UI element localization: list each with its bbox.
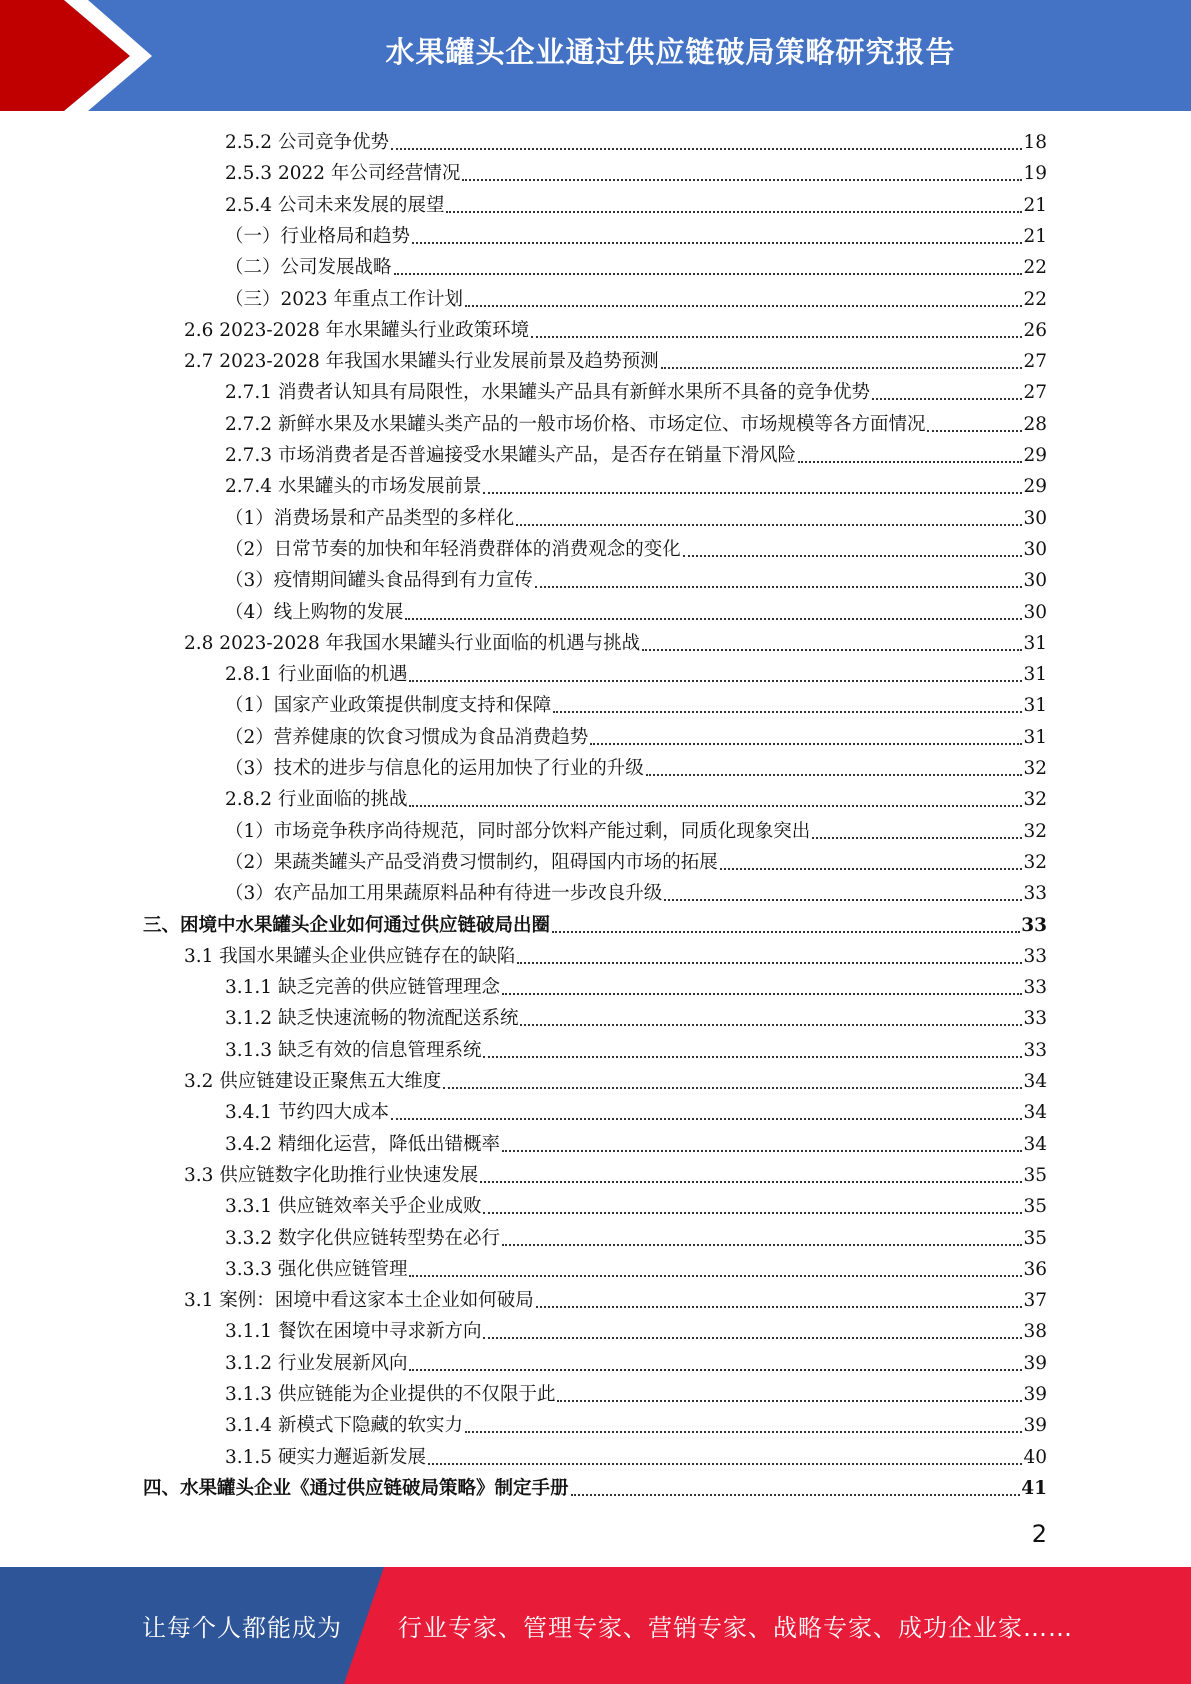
toc-dot-leader xyxy=(552,921,1020,933)
toc-dot-leader xyxy=(480,1171,1022,1183)
toc-entry-title: （3）农产品加工用果蔬原料品种有待进一步改良升级 xyxy=(225,883,663,905)
toc-dot-leader xyxy=(557,1390,1022,1402)
toc-entry-title: 2.7 2023-2028 年我国水果罐头行业发展前景及趋势预测 xyxy=(184,351,659,373)
toc-entry[interactable] xyxy=(225,1442,1047,1473)
toc-dot-leader xyxy=(642,639,1022,651)
toc-entry-title: 2.8.2 行业面临的挑战 xyxy=(225,789,408,811)
toc-entry-title: 2.6 2023-2028 年水果罐头行业政策环境 xyxy=(184,319,530,341)
report-title: 水果罐头企业通过供应链破局策略研究报告 xyxy=(385,34,956,69)
toc-dot-leader xyxy=(428,1453,1022,1465)
toc-entry[interactable] xyxy=(225,722,1047,753)
toc-entry-page: 39 xyxy=(1023,1352,1047,1374)
toc-entry[interactable] xyxy=(225,878,1047,909)
toc-dot-leader xyxy=(412,232,1022,244)
toc-entry-page: 40 xyxy=(1023,1446,1047,1468)
toc-dot-leader xyxy=(409,670,1022,682)
toc-dot-leader xyxy=(927,420,1022,432)
toc-entry-page: 34 xyxy=(1023,1071,1047,1092)
toc-entry-page: 26 xyxy=(1023,319,1047,341)
toc-entry-title: 三、困境中水果罐头企业如何通过供应链破局出圈 xyxy=(143,914,551,936)
toc-entry-page: 33 xyxy=(1023,1039,1047,1061)
toc-entry[interactable] xyxy=(225,1191,1047,1222)
toc-dot-leader xyxy=(536,1296,1023,1308)
toc-dot-leader xyxy=(812,827,1022,839)
toc-entry-page: 30 xyxy=(1023,507,1047,529)
toc-entry-page: 31 xyxy=(1023,632,1047,654)
toc-dot-leader xyxy=(394,263,1023,275)
toc-dot-leader xyxy=(520,1014,1022,1026)
toc-dot-leader xyxy=(517,952,1022,964)
toc-dot-leader xyxy=(720,858,1023,870)
toc-entry-title: （2）营养健康的饮食习惯成为食品消费趋势 xyxy=(225,726,589,748)
toc-entry[interactable] xyxy=(225,597,1047,628)
toc-entry-page: 33 xyxy=(1023,1008,1047,1030)
toc-entry[interactable] xyxy=(143,1473,1047,1504)
toc-entry-page: 31 xyxy=(1023,695,1047,717)
toc-entry-title: 3.3.3 强化供应链管理 xyxy=(225,1258,408,1280)
toc-entry-page: 39 xyxy=(1023,1384,1047,1405)
toc-dot-leader xyxy=(664,889,1022,901)
toc-entry-title: （2）日常节奏的加快和年轻消费群体的消费观念的变化 xyxy=(225,538,681,560)
toc-dot-leader xyxy=(462,169,1022,181)
toc-entry-title: 3.1.3 供应链能为企业提供的不仅限于此 xyxy=(225,1384,556,1405)
toc-entry-page: 21 xyxy=(1023,225,1047,247)
toc-entry-page: 30 xyxy=(1023,601,1047,623)
toc-entry-title: 3.4.2 精细化运营，降低出错概率 xyxy=(225,1133,500,1155)
footer-slogan-right: 行业专家、管理专家、营销专家、战略专家、成功企业家…… xyxy=(398,1614,1073,1642)
toc-entry[interactable] xyxy=(184,346,1047,377)
toc-dot-leader xyxy=(483,1327,1022,1339)
toc-entry[interactable] xyxy=(225,1097,1047,1128)
toc-entry-page: 33 xyxy=(1023,883,1047,905)
toc-entry-page: 21 xyxy=(1023,194,1047,216)
toc-entry-title: （1）国家产业政策提供制度支持和保障 xyxy=(225,695,552,717)
toc-entry-page: 28 xyxy=(1023,413,1047,435)
toc-dot-leader xyxy=(391,138,1022,150)
toc-entry-page: 37 xyxy=(1023,1290,1047,1312)
toc-entry-page: 30 xyxy=(1023,538,1047,560)
toc-entry-title: （二）公司发展战略 xyxy=(225,257,392,279)
toc-entry-title: （一）行业格局和趋势 xyxy=(225,225,411,247)
toc-entry[interactable] xyxy=(225,284,1047,315)
toc-dot-leader xyxy=(391,1108,1022,1120)
toc-entry-title: 2.7.4 水果罐头的市场发展前景 xyxy=(225,476,482,498)
toc-entry-page: 34 xyxy=(1023,1133,1047,1155)
toc-entry[interactable] xyxy=(225,1223,1047,1254)
toc-dot-leader xyxy=(683,545,1023,557)
toc-entry-page: 41 xyxy=(1021,1477,1047,1499)
toc-entry-title: 3.1.2 行业发展新风向 xyxy=(225,1352,408,1374)
toc-entry-title: 四、水果罐头企业《通过供应链破局策略》制定手册 xyxy=(143,1477,569,1499)
toc-entry-title: 2.5.2 公司竞争优势 xyxy=(225,132,389,153)
toc-entry-title: 2.8.1 行业面临的机遇 xyxy=(225,664,408,686)
toc-entry[interactable] xyxy=(225,221,1047,252)
toc-entry[interactable] xyxy=(184,1285,1047,1316)
toc-entry-page: 30 xyxy=(1023,570,1047,592)
toc-entry-page: 19 xyxy=(1023,163,1047,185)
toc-entry[interactable] xyxy=(225,127,1047,158)
toc-dot-leader xyxy=(443,1077,1022,1089)
toc-dot-leader xyxy=(590,733,1022,745)
toc-entry-page: 31 xyxy=(1023,664,1047,686)
toc-entry-title: 3.1 我国水果罐头企业供应链存在的缺陷 xyxy=(184,945,516,967)
toc-entry-page: 31 xyxy=(1023,726,1047,748)
toc-dot-leader xyxy=(465,295,1022,307)
toc-dot-leader xyxy=(409,1265,1022,1277)
toc-entry-title: 2.8 2023-2028 年我国水果罐头行业面临的机遇与挑战 xyxy=(184,632,641,654)
toc-entry[interactable] xyxy=(225,1254,1047,1285)
toc-entry-page: 33 xyxy=(1023,977,1047,999)
toc-entry[interactable] xyxy=(225,409,1047,440)
toc-entry[interactable] xyxy=(225,1410,1047,1441)
toc-entry[interactable] xyxy=(225,503,1047,534)
toc-entry[interactable] xyxy=(225,690,1047,721)
toc-entry-title: （3）技术的进步与信息化的运用加快了行业的升级 xyxy=(225,758,644,779)
toc-entry-title: 3.3 供应链数字化助推行业快速发展 xyxy=(184,1164,479,1186)
toc-entry[interactable] xyxy=(225,816,1047,847)
toc-dot-leader xyxy=(502,1234,1022,1246)
toc-entry-page: 34 xyxy=(1023,1102,1047,1124)
toc-entry-title: 3.1.1 餐饮在困境中寻求新方向 xyxy=(225,1321,482,1343)
toc-dot-leader xyxy=(446,201,1022,213)
toc-entry[interactable] xyxy=(225,847,1047,878)
toc-entry-page: 35 xyxy=(1023,1164,1047,1186)
toc-entry[interactable] xyxy=(184,315,1047,346)
toc-entry[interactable] xyxy=(225,190,1047,221)
toc-entry-title: （3）疫情期间罐头食品得到有力宣传 xyxy=(225,570,533,592)
toc-entry-page: 36 xyxy=(1023,1258,1047,1280)
toc-entry[interactable] xyxy=(225,471,1047,502)
toc-entry[interactable] xyxy=(225,565,1047,596)
toc-entry-page: 39 xyxy=(1023,1415,1047,1437)
toc-entry-page: 22 xyxy=(1023,288,1047,310)
toc-entry[interactable] xyxy=(225,1316,1047,1347)
toc-entry-title: 2.5.4 公司未来发展的展望 xyxy=(225,194,445,216)
toc-entry[interactable] xyxy=(225,440,1047,471)
toc-dot-leader xyxy=(571,1484,1021,1496)
toc-entry-title: （三）2023 年重点工作计划 xyxy=(225,288,463,310)
toc-dot-leader xyxy=(483,1046,1022,1058)
toc-dot-leader xyxy=(535,576,1023,588)
toc-entry-page: 32 xyxy=(1023,758,1047,779)
toc-entry-title: （4）线上购物的发展 xyxy=(225,601,404,623)
page-header xyxy=(0,0,1191,111)
toc-entry[interactable] xyxy=(225,158,1047,189)
toc-entry[interactable] xyxy=(225,377,1047,408)
toc-entry[interactable] xyxy=(225,1348,1047,1379)
toc-dot-leader xyxy=(502,1140,1022,1152)
toc-entry-title: 3.4.1 节约四大成本 xyxy=(225,1102,389,1124)
footer-slogan-left: 让每个人都能成为 xyxy=(142,1614,342,1642)
toc-entry[interactable] xyxy=(184,1066,1047,1097)
toc-entry-page: 22 xyxy=(1023,257,1047,279)
toc-dot-leader xyxy=(661,357,1023,369)
toc-entry[interactable] xyxy=(225,659,1047,690)
toc-entry-title: 3.1.4 新模式下隐藏的软实力 xyxy=(225,1415,463,1437)
toc-entry-title: （1）消费场景和产品类型的多样化 xyxy=(225,507,515,529)
toc-entry-title: 3.2 供应链建设正聚焦五大维度 xyxy=(184,1071,442,1092)
page-number: 2 xyxy=(1031,1520,1047,1548)
toc-dot-leader xyxy=(483,1202,1022,1214)
toc-entry-page: 32 xyxy=(1023,851,1047,873)
toc-entry-page: 29 xyxy=(1023,445,1047,466)
toc-entry-title: 2.5.3 2022 年公司经营情况 xyxy=(225,163,461,185)
toc-dot-leader xyxy=(872,388,1022,400)
toc-entry-title: 2.7.2 新鲜水果及水果罐头类产品的一般市场价格、市场定位、市场规模等各方面情况 xyxy=(225,413,926,435)
toc-dot-leader xyxy=(798,451,1022,463)
toc-entry[interactable] xyxy=(184,628,1047,659)
toc-entry[interactable] xyxy=(225,753,1047,784)
toc-dot-leader xyxy=(553,701,1022,713)
toc-entry-page: 38 xyxy=(1023,1321,1047,1343)
toc-entry[interactable] xyxy=(184,941,1047,972)
toc-entry-title: 3.3.2 数字化供应链转型势在必行 xyxy=(225,1227,500,1249)
toc-entry-page: 27 xyxy=(1023,351,1047,373)
toc-entry-title: 3.1.2 缺乏快速流畅的物流配送系统 xyxy=(225,1008,519,1030)
toc-entry-title: （2）果蔬类罐头产品受消费习惯制约，阻碍国内市场的拓展 xyxy=(225,851,718,873)
toc-entry-page: 18 xyxy=(1023,132,1047,153)
toc-entry[interactable] xyxy=(225,1129,1047,1160)
toc-entry[interactable] xyxy=(225,972,1047,1003)
toc-entry-title: 3.1 案例：困境中看这家本土企业如何破局 xyxy=(184,1290,534,1312)
toc-dot-leader xyxy=(483,482,1022,494)
toc-dot-leader xyxy=(502,983,1022,995)
toc-entry[interactable] xyxy=(225,252,1047,283)
toc-dot-leader xyxy=(465,1421,1022,1433)
toc-entry-page: 32 xyxy=(1023,789,1047,811)
toc-entry-title: 3.3.1 供应链效率关乎企业成败 xyxy=(225,1196,482,1218)
toc-entry[interactable] xyxy=(225,1035,1047,1066)
toc-entry-title: 3.1.1 缺乏完善的供应链管理理念 xyxy=(225,977,500,999)
toc-entry-title: 2.7.3 市场消费者是否普遍接受水果罐头产品，是否存在销量下滑风险 xyxy=(225,445,796,466)
toc-entry-title: （1）市场竞争秩序尚待规范，同时部分饮料产能过剩，同质化现象突出 xyxy=(225,820,811,842)
page-footer xyxy=(0,1567,1191,1684)
toc-dot-leader xyxy=(405,608,1022,620)
toc-entry[interactable] xyxy=(225,784,1047,815)
toc-entry-page: 35 xyxy=(1023,1196,1047,1218)
toc-entry[interactable] xyxy=(225,1003,1047,1034)
toc-entry-page: 32 xyxy=(1023,820,1047,842)
toc-entry[interactable] xyxy=(184,1160,1047,1191)
toc-dot-leader xyxy=(409,1359,1022,1371)
toc-entry-page: 33 xyxy=(1021,914,1047,936)
toc-dot-leader xyxy=(531,326,1022,338)
toc-dot-leader xyxy=(516,514,1022,526)
toc-entry-page: 27 xyxy=(1023,382,1047,404)
toc-entry-page: 33 xyxy=(1023,945,1047,967)
toc-entry[interactable] xyxy=(143,910,1047,941)
toc-dot-leader xyxy=(646,764,1023,776)
toc-entry-title: 3.1.3 缺乏有效的信息管理系统 xyxy=(225,1039,482,1061)
toc-entry-title: 3.1.5 硬实力邂逅新发展 xyxy=(225,1446,426,1468)
toc-entry[interactable] xyxy=(225,534,1047,565)
toc-entry-page: 35 xyxy=(1023,1227,1047,1249)
toc-dot-leader xyxy=(409,795,1022,807)
toc-entry[interactable] xyxy=(225,1379,1047,1410)
toc-entry-page: 29 xyxy=(1023,476,1047,498)
toc-entry-title: 2.7.1 消费者认知具有局限性，水果罐头产品具有新鲜水果所不具备的竞争优势 xyxy=(225,382,870,404)
